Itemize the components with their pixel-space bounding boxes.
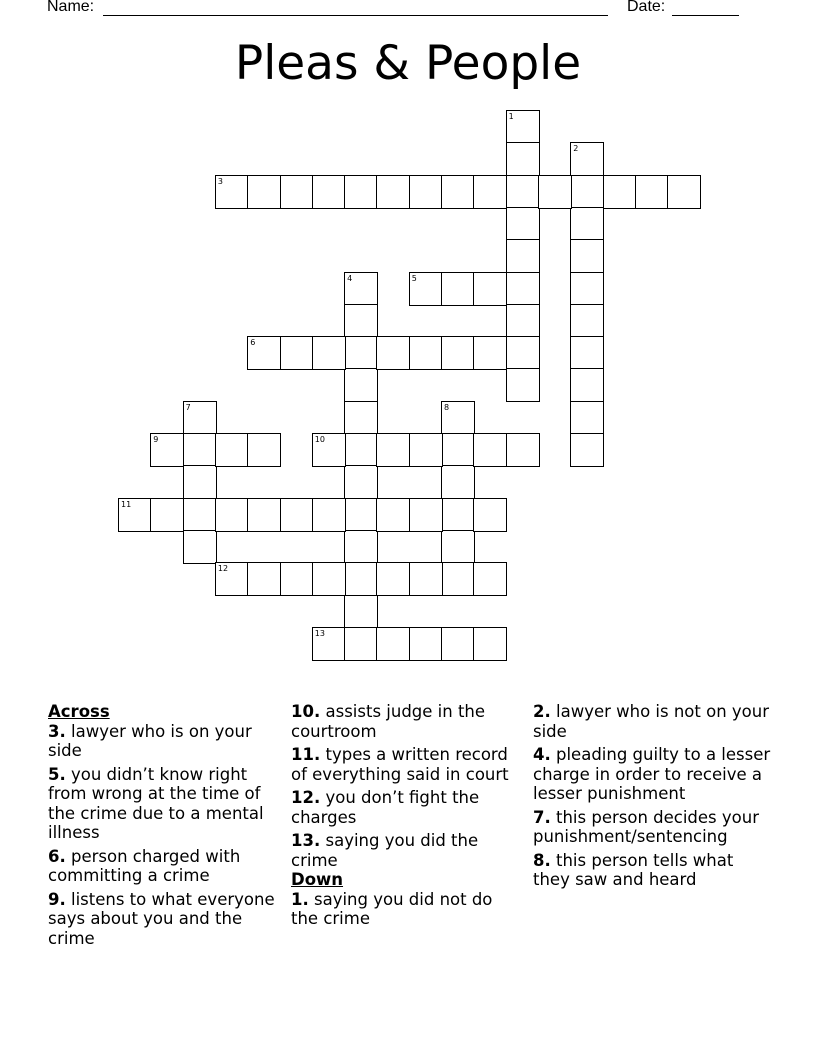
clue-number: 9. <box>48 889 66 909</box>
grid-cell[interactable] <box>570 336 604 370</box>
across-clue-11 <box>291 745 523 784</box>
grid-cell[interactable] <box>506 110 540 144</box>
across-clue-5 <box>48 765 276 843</box>
cell-number: 13 <box>314 628 325 638</box>
cell-number: 1 <box>508 112 514 121</box>
grid-cell[interactable] <box>570 401 604 435</box>
grid-cell[interactable] <box>215 175 249 209</box>
grid-cell[interactable] <box>441 433 475 467</box>
cell-number: 12 <box>217 564 229 574</box>
grid-cell[interactable] <box>409 627 443 661</box>
grid-cell[interactable] <box>344 627 378 661</box>
clue-text: lawyer who is on your side <box>48 721 252 760</box>
grid-cell[interactable] <box>312 336 346 370</box>
down-clue-2 <box>533 702 773 741</box>
grid-cell[interactable] <box>570 433 604 467</box>
grid-cell[interactable] <box>344 304 378 338</box>
grid-cell[interactable] <box>473 272 507 306</box>
clue-text: pleading guilty to a lesser charge in order to receive a lesser punishment <box>533 745 771 803</box>
across-clue-10 <box>291 702 523 741</box>
grid-cell[interactable] <box>247 562 281 596</box>
grid-cell[interactable] <box>570 142 604 176</box>
grid-cell[interactable] <box>376 336 410 370</box>
grid-cell[interactable] <box>473 175 507 209</box>
grid-cell[interactable] <box>280 562 314 596</box>
grid-cell[interactable] <box>344 595 378 629</box>
grid-cell[interactable] <box>506 142 540 176</box>
clue-text: you don’t fight the charges <box>291 788 480 827</box>
grid-cell[interactable] <box>183 433 217 467</box>
grid-cell[interactable] <box>409 562 443 596</box>
down-clue-7 <box>533 808 773 847</box>
grid-cell[interactable] <box>473 336 507 370</box>
grid-cell[interactable] <box>312 433 346 467</box>
grid-cell[interactable] <box>441 272 475 306</box>
grid-cell[interactable] <box>344 465 378 499</box>
cell-number: 8 <box>444 402 450 412</box>
clue-column-2 <box>291 702 523 933</box>
grid-cell[interactable] <box>344 498 378 532</box>
grid-cell[interactable] <box>570 207 604 241</box>
grid-cell[interactable] <box>312 175 346 209</box>
name-label: Name: <box>47 0 95 15</box>
grid-cell[interactable] <box>667 175 701 209</box>
grid-cell[interactable] <box>409 272 443 306</box>
grid-cell[interactable] <box>441 175 475 209</box>
clue-number: 8. <box>533 850 551 870</box>
grid-cell[interactable] <box>506 207 540 241</box>
grid-cell[interactable] <box>409 498 443 532</box>
down-clue-1 <box>291 890 523 929</box>
cell-number: 2 <box>573 144 579 154</box>
grid-cell[interactable] <box>570 368 604 402</box>
clue-text: assists judge in the courtroom <box>291 702 486 741</box>
cell-number: 4 <box>347 273 353 283</box>
grid-cell[interactable] <box>183 498 217 532</box>
grid-cell[interactable] <box>344 562 378 596</box>
clue-number: 12. <box>291 788 321 807</box>
down-heading: Down <box>291 870 344 889</box>
clue-text: you didn’t know right from wrong at the time of the crime due to a mental illness <box>48 764 264 842</box>
grid-cell[interactable] <box>441 627 475 661</box>
clue-column-1 <box>48 702 276 952</box>
cell-number: 7 <box>185 402 191 412</box>
across-clue-3 <box>48 722 276 761</box>
clue-number: 6. <box>48 846 66 866</box>
clue-text: this person tells what they saw and heard <box>533 850 734 889</box>
clue-text: lawyer who is not on your side <box>533 702 770 741</box>
grid-cell[interactable] <box>473 498 507 532</box>
clue-number: 5. <box>48 764 66 784</box>
down-clue-4 <box>533 745 773 804</box>
grid-cell[interactable] <box>506 368 540 402</box>
grid-cell[interactable] <box>570 304 604 338</box>
grid-cell[interactable] <box>441 562 475 596</box>
cell-number: 9 <box>153 435 159 444</box>
grid-cell[interactable] <box>376 498 410 532</box>
grid-cell[interactable] <box>183 465 217 499</box>
clue-number: 13. <box>291 831 321 850</box>
clue-number: 3. <box>48 721 66 741</box>
grid-cell[interactable] <box>473 627 507 661</box>
grid-cell[interactable] <box>344 401 378 435</box>
grid-cell[interactable] <box>312 562 346 596</box>
puzzle-title: Pleas & People <box>234 36 582 91</box>
cell-number: 3 <box>217 176 223 186</box>
grid-cell[interactable] <box>344 433 378 467</box>
grid-cell[interactable] <box>570 175 604 209</box>
grid-cell[interactable] <box>344 368 378 402</box>
grid-cell[interactable] <box>150 498 184 532</box>
grid-cell[interactable] <box>538 175 572 209</box>
across-clue-6 <box>48 847 276 886</box>
grid-cell[interactable] <box>215 433 249 467</box>
grid-cell[interactable] <box>570 239 604 273</box>
grid-cell[interactable] <box>344 336 378 370</box>
clue-text: saying you did not do the crime <box>291 889 493 928</box>
grid-cell[interactable] <box>376 175 410 209</box>
down-clue-8 <box>533 851 773 890</box>
clue-text: listens to what everyone says about you and the crime <box>48 889 275 948</box>
grid-cell[interactable] <box>183 530 217 564</box>
clue-text: this person decides your punishment/sentencing <box>533 807 760 846</box>
grid-cell[interactable] <box>215 562 249 596</box>
clue-number: 4. <box>533 745 551 764</box>
grid-cell[interactable] <box>441 465 475 499</box>
grid-cell[interactable] <box>473 562 507 596</box>
grid-cell[interactable] <box>344 272 378 306</box>
clue-number: 2. <box>533 702 551 721</box>
cell-number: 5 <box>411 273 417 283</box>
grid-cell[interactable] <box>635 175 669 209</box>
clue-text: types a written record of everything said in court <box>291 745 509 784</box>
grid-cell[interactable] <box>183 401 217 435</box>
grid-cell[interactable] <box>506 272 540 306</box>
clue-column-3 <box>533 702 773 894</box>
grid-cell[interactable] <box>344 530 378 564</box>
grid-cell[interactable] <box>344 175 378 209</box>
grid-cell[interactable] <box>441 336 475 370</box>
grid-cell[interactable] <box>247 433 281 467</box>
clue-number: 11. <box>291 745 321 764</box>
grid-cell[interactable] <box>506 304 540 338</box>
clue-number: 10. <box>291 702 321 721</box>
grid-cell[interactable] <box>506 336 540 370</box>
grid-cell[interactable] <box>247 498 281 532</box>
grid-cell[interactable] <box>118 498 152 532</box>
clue-number: 1. <box>291 889 309 909</box>
cell-number: 6 <box>250 338 256 348</box>
grid-cell[interactable] <box>376 433 410 467</box>
grid-cell[interactable] <box>247 175 281 209</box>
date-label: Date: <box>627 0 666 15</box>
grid-cell[interactable] <box>247 336 281 370</box>
grid-cell[interactable] <box>603 175 637 209</box>
cell-number: 10 <box>314 435 325 444</box>
grid-cell[interactable] <box>280 175 314 209</box>
grid-cell[interactable] <box>280 336 314 370</box>
grid-cell[interactable] <box>506 175 540 209</box>
grid-cell[interactable] <box>280 498 314 532</box>
grid-cell[interactable] <box>150 433 184 467</box>
grid-cell[interactable] <box>441 530 475 564</box>
grid-cell[interactable] <box>506 239 540 273</box>
clue-text: saying you did the crime <box>291 831 479 870</box>
grid-cell[interactable] <box>376 627 410 661</box>
grid-cell[interactable] <box>409 336 443 370</box>
cell-number: 11 <box>121 499 132 509</box>
grid-cell[interactable] <box>409 175 443 209</box>
across-clue-9 <box>48 890 276 949</box>
grid-cell[interactable] <box>312 498 346 532</box>
grid-cell[interactable] <box>215 498 249 532</box>
grid-cell[interactable] <box>473 433 507 467</box>
grid-cell[interactable] <box>506 433 540 467</box>
grid-cell[interactable] <box>441 498 475 532</box>
clue-text: person charged with committing a crime <box>48 846 241 885</box>
grid-cell[interactable] <box>409 433 443 467</box>
grid-cell[interactable] <box>570 272 604 306</box>
across-clue-12 <box>291 788 523 827</box>
grid-cell[interactable] <box>312 627 346 661</box>
grid-cell[interactable] <box>441 401 475 435</box>
across-clue-13 <box>291 831 523 870</box>
clue-number: 7. <box>533 807 551 827</box>
grid-cell[interactable] <box>376 562 410 596</box>
across-heading: Across <box>48 702 110 721</box>
